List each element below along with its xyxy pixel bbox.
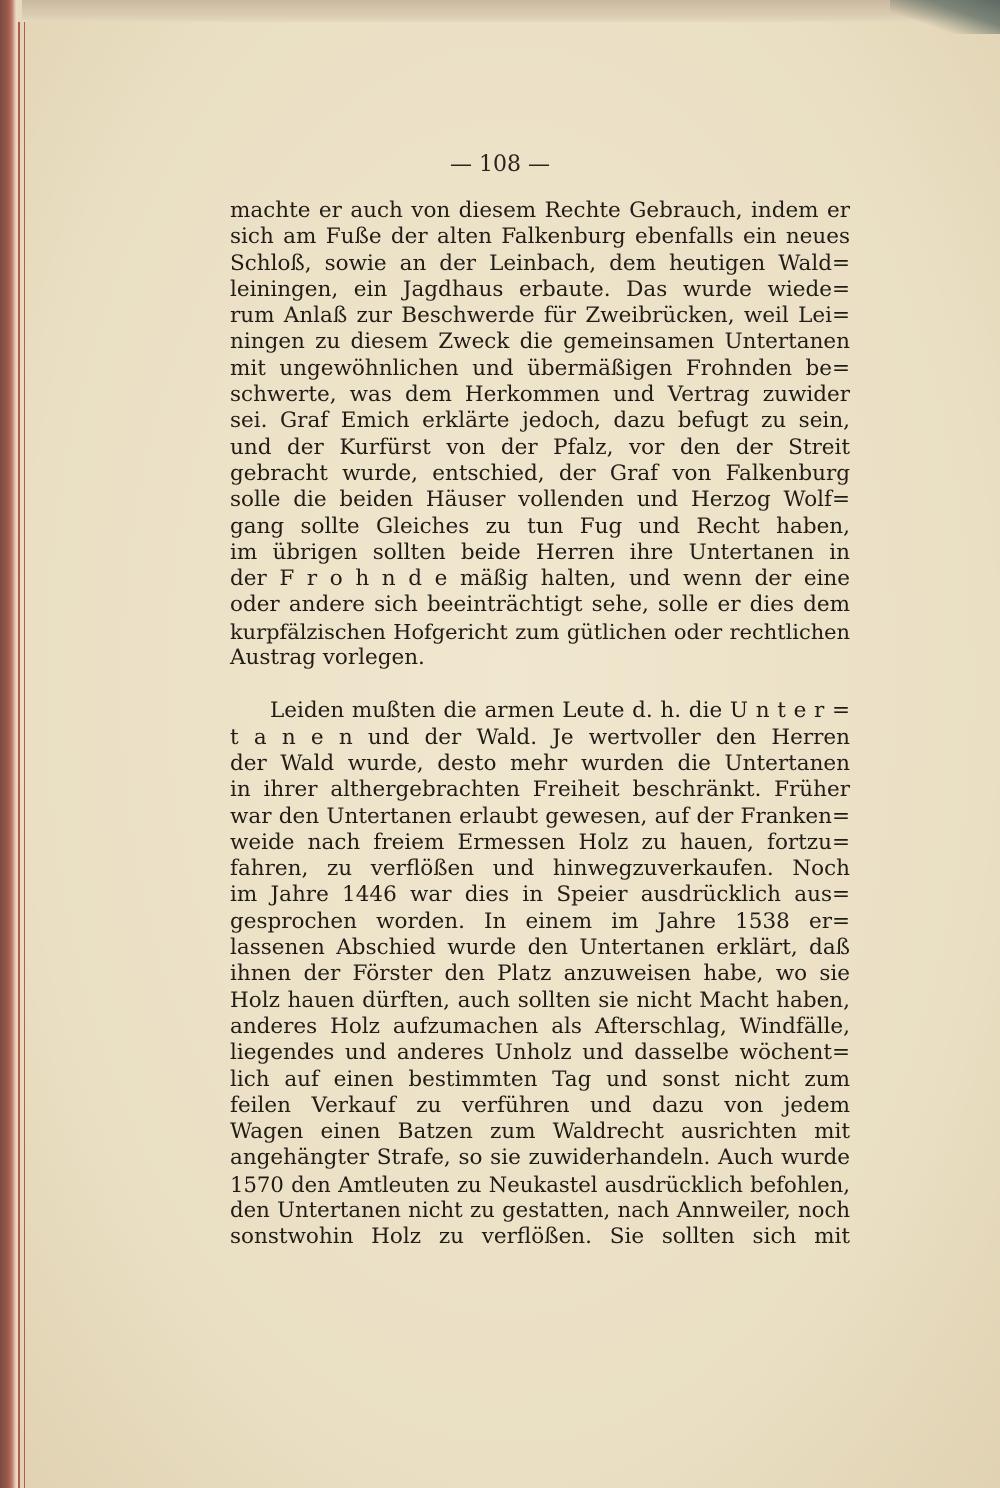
text-line: Holz hauen dürften, auch sollten sie nicht Macht haben, xyxy=(230,987,850,1013)
page-edge-rule xyxy=(18,22,20,1488)
text-line: mit ungewöhnlichen und übermäßigen Frohnden be= xyxy=(230,355,850,381)
text-line: angehängter Strafe, so sie zuwiderhandeln. Auch wurde xyxy=(230,1145,850,1171)
text-line: ningen zu diesem Zweck die gemeinsamen Untertanen xyxy=(230,329,850,355)
text-line: der Wald wurde, desto mehr wurden die Untertanen xyxy=(230,750,850,776)
text-line: sich am Fuße der alten Falkenburg ebenfalls ein neues xyxy=(230,224,850,250)
text-line: sonstwohin Holz zu verflößen. Sie sollten sich mit xyxy=(230,1224,850,1250)
text-line: schwerte, was dem Herkommen und Vertrag zuwider xyxy=(230,382,850,408)
text-line: lich auf einen bestimmten Tag und sonst nicht zum xyxy=(230,1066,850,1092)
text-line: liegendes und anderes Unholz und dasselbe wöchent= xyxy=(230,1040,850,1066)
text-line: kurpfälzischen Hofgericht zum gütlichen oder rechtlichen xyxy=(230,619,850,644)
text-line: machte er auch von diesem Rechte Gebrauch, indem er xyxy=(230,198,850,223)
text-line: und der Kurfürst von der Pfalz, vor den der Streit xyxy=(230,434,850,460)
text-line: rum Anlaß zur Beschwerde für Zweibrücken, weil Lei= xyxy=(230,303,850,329)
text-line: t a n e n und der Wald. Je wertvoller den Herren xyxy=(230,724,850,750)
text-line: 1570 den Amtleuten zu Neukastel ausdrücklich befohlen, xyxy=(230,1171,850,1197)
text-line: ihnen der Förster den Platz anzuweisen habe, wo sie xyxy=(230,961,850,987)
text-line: Schloß, sowie an der Leinbach, dem heutigen Wald= xyxy=(230,250,850,276)
text-line: war den Untertanen erlaubt gewesen, auf der Franken= xyxy=(230,803,850,829)
text-line: Austrag vorlegen. xyxy=(230,645,425,671)
text-line: anderes Holz aufzumachen als Afterschlag, Windfälle, xyxy=(230,1013,850,1039)
text-line: in ihrer althergebrachten Freiheit beschränkt. Früher xyxy=(230,777,850,803)
text-line: im Jahre 1446 war dies in Speier ausdrücklich aus= xyxy=(230,882,850,908)
text-line: fahren, zu verflößen und hinwegzuverkaufen. Noch xyxy=(230,856,850,882)
text-line: feilen Verkauf zu verführen und dazu von jedem xyxy=(230,1092,850,1118)
text-line: weide nach freiem Ermessen Holz zu hauen, fortzu= xyxy=(230,829,850,855)
text-line: im übrigen sollten beide Herren ihre Untertanen in xyxy=(230,539,850,565)
text-line: gebracht wurde, entschied, der Graf von Falkenburg xyxy=(230,460,850,486)
text-line: solle die beiden Häuser vollenden und Herzog Wolf= xyxy=(230,487,850,513)
text-line: der F r o h n d e mäßig halten, und wenn der eine xyxy=(230,566,850,592)
paragraph-2 xyxy=(230,698,850,1250)
page-corner xyxy=(890,0,1000,34)
text-line: oder andere sich beeinträchtigt sehe, solle er dies dem xyxy=(230,592,850,618)
text-line: lassenen Abschied wurde den Untertanen erklärt, daß xyxy=(230,935,850,961)
paragraph-1 xyxy=(230,198,850,671)
text-line: den Untertanen nicht zu gestatten, nach Annweiler, noch xyxy=(230,1197,850,1223)
body-text xyxy=(230,198,850,1251)
text-line: sei. Graf Emich erklärte jedoch, dazu befugt zu sein, xyxy=(230,408,850,434)
text-line: gesprochen worden. In einem im Jahre 1538 er= xyxy=(230,908,850,934)
text-line: Wagen einen Batzen zum Waldrecht ausrichten mit xyxy=(230,1119,850,1145)
text-line: Leiden mußten die armen Leute d. h. die U n t e r = xyxy=(270,698,850,724)
page-number: — 108 — xyxy=(450,152,550,177)
page-edge-rule-inner xyxy=(24,22,25,1488)
page-top-edge xyxy=(0,0,1000,24)
text-line: gang sollte Gleiches zu tun Fug und Recht haben, xyxy=(230,513,850,539)
text-line: leiningen, ein Jagdhaus erbaute. Das wurde wiede= xyxy=(230,276,850,302)
paragraph-gap xyxy=(230,671,850,698)
